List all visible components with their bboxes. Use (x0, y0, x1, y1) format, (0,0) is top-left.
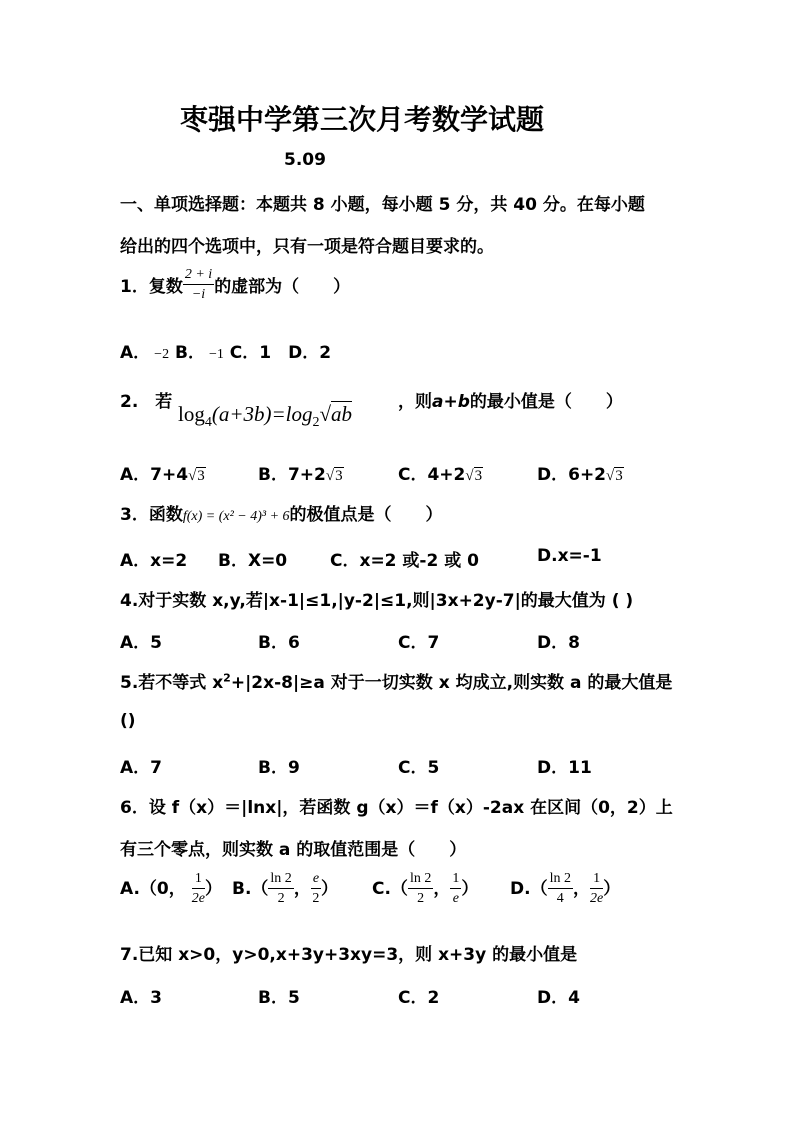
q5-text-a: 5.若不等式 x (120, 673, 224, 693)
question-6-line2: 有三个零点，则实数 a 的取值范围是（ ） (120, 840, 467, 860)
q3-option-b: B．X=0 (218, 551, 288, 571)
q3-prefix: 3．函数 (120, 505, 183, 525)
q5-text-b: +|2x-8|≥a 对于一切实数 x 均成立,则实数 a 的最大值是 (230, 673, 673, 693)
q6-option-a (120, 872, 222, 906)
q6-option-c (372, 872, 478, 906)
q6-option-d (510, 872, 620, 906)
q2-option-a-label: A．7+4 (120, 465, 189, 485)
q4-option-c: C．7 (398, 633, 440, 653)
q2-option-b (258, 460, 344, 485)
frac-num: 1 (590, 872, 603, 889)
q2-prefix: 2. 若 (120, 392, 173, 412)
q1-option-b-value: −1 (208, 347, 224, 362)
section-heading-line2: 给出的四个选项中，只有一项是符合题目要求的。 (120, 237, 494, 257)
q2-ab: a+b (432, 392, 470, 412)
q4-option-d: D．8 (537, 633, 580, 653)
q1-option-cd: C．1 D．2 (229, 343, 332, 363)
q6-option-b (232, 872, 338, 906)
sqrt-symbol: √3 (465, 468, 483, 484)
q6-a-fraction (192, 872, 205, 906)
q5-option-a: A．7 (120, 758, 162, 778)
q6-b-fraction-1 (268, 872, 293, 906)
question-7: 7.已知 x>0，y>0,x+3y+3xy=3，则 x+3y 的最小值是 (120, 945, 578, 965)
question-4: 4.对于实数 x,y,若|x-1|≤1,|y-2|≤1,则|3x+2y-7|的最大值为 ( ) (120, 591, 634, 611)
q7-option-d: D．4 (537, 988, 580, 1008)
q5-option-d: D．11 (537, 758, 592, 778)
q2-suffix-b: 的最小值是（ ） (469, 392, 623, 412)
q5-exponent: 2 (223, 671, 231, 685)
q2-base2: 2 (312, 415, 320, 431)
q3-option-d: D.x=-1 (537, 546, 602, 566)
q2-base1: 4 (204, 415, 212, 431)
q2-option-a-radicand: 3 (197, 468, 205, 484)
frac-den: 2 (277, 891, 285, 906)
question-5-line2: () (120, 711, 136, 731)
frac-den: 2 (312, 891, 320, 906)
frac-num: ln 2 (408, 872, 433, 889)
q1-option-a-label: A． (120, 343, 151, 363)
q1-suffix: 的虚部为（ ） (214, 277, 351, 297)
frac-num: e (311, 872, 321, 889)
frac-den: 4 (556, 891, 564, 906)
q4-option-a: A．5 (120, 633, 162, 653)
exam-date: 5.09 (284, 150, 326, 170)
q1-fraction (183, 268, 214, 302)
q2-option-d (537, 460, 624, 485)
q2-suffix (398, 387, 623, 412)
q6-b-comma: ， (293, 879, 311, 899)
q6-c-fraction-2 (450, 872, 461, 906)
q5-option-c: C．5 (398, 758, 440, 778)
frac-den: 2e (589, 891, 604, 906)
q3-option-a: A．x=2 (120, 551, 188, 571)
q6-d-close: ） (603, 879, 621, 899)
frac-den: 2 (417, 891, 425, 906)
q2-option-c-radicand: 3 (474, 468, 483, 484)
frac-den: 2e (191, 891, 205, 906)
q6-b-fraction-2 (311, 872, 321, 906)
q2-arg1: (a+3b)=log (211, 402, 313, 426)
q6-option-b-label: B.（ (232, 879, 269, 899)
page-title: 枣强中学第三次月考数学试题 (180, 103, 545, 136)
q6-b-close: ） (321, 879, 339, 899)
q2-radicand: ab (331, 402, 353, 426)
question-5 (120, 668, 672, 693)
frac-num: ln 2 (548, 872, 573, 889)
q3-option-c: C．x=2 或-2 或 0 (330, 551, 479, 571)
q4-option-b: B．6 (258, 633, 300, 653)
frac-den: e (452, 891, 459, 906)
q2-option-d-label: D．6+2 (537, 465, 607, 485)
q2-option-a (120, 460, 206, 485)
sqrt-symbol: √3 (325, 468, 343, 484)
q6-d-fraction-1 (548, 872, 573, 906)
q6-option-a-label: A.（0， (120, 879, 186, 899)
q6-d-comma: ， (572, 879, 590, 899)
q6-option-d-label: D.（ (510, 879, 548, 899)
q6-c-close: ） (461, 879, 479, 899)
sqrt-symbol: √3 (606, 468, 623, 484)
q2-formula: $\log_4(a+3b)=\log_2√ab$ (178, 402, 353, 431)
q1-options (120, 338, 331, 363)
q2-option-c-label: C．4+2 (398, 465, 466, 485)
q7-option-c: C．2 (398, 988, 440, 1008)
q2-option-c (398, 460, 483, 485)
q6-option-c-label: C.（ (372, 879, 408, 899)
frac-num: ln 2 (268, 872, 293, 889)
q6-c-fraction-1 (408, 872, 433, 906)
question-6-line1: 6．设 f（x）＝|lnx|，若函数 g（x）＝f（x）-2ax 在区间（0，2）上 (120, 798, 673, 818)
q2-option-b-radicand: 3 (335, 468, 343, 484)
q1-frac-den: −i (191, 287, 206, 302)
q2-option-d-radicand: 3 (615, 468, 623, 484)
q6-d-fraction-2 (590, 872, 603, 906)
question-3 (120, 500, 443, 525)
q1-prefix: 1．复数 (120, 277, 183, 297)
question-1 (120, 267, 351, 302)
q2-log1: log (178, 402, 205, 426)
q3-formula: f(x) = (x² − 4)³ + 6 (182, 509, 290, 524)
q6-c-comma: ， (433, 879, 451, 899)
q7-option-b: B．5 (258, 988, 300, 1008)
q5-option-b: B．9 (258, 758, 300, 778)
q3-suffix: 的极值点是（ ） (289, 505, 443, 525)
q7-option-a: A．3 (120, 988, 162, 1008)
sqrt-symbol: √3 (188, 468, 205, 484)
q6-a-close: ） (204, 879, 222, 899)
frac-num: 1 (450, 872, 461, 889)
q2-suffix-a: ，则 (398, 392, 432, 412)
q1-frac-num: 2 + i (183, 268, 214, 285)
q1-option-b-label: B． (175, 343, 205, 363)
frac-num: 1 (192, 872, 205, 889)
q1-option-a-value: −2 (154, 347, 170, 362)
q2-option-b-label: B．7+2 (258, 465, 326, 485)
section-heading-line1: 一、单项选择题：本题共 8 小题，每小题 5 分，共 40 分。在每小题 (120, 195, 645, 215)
